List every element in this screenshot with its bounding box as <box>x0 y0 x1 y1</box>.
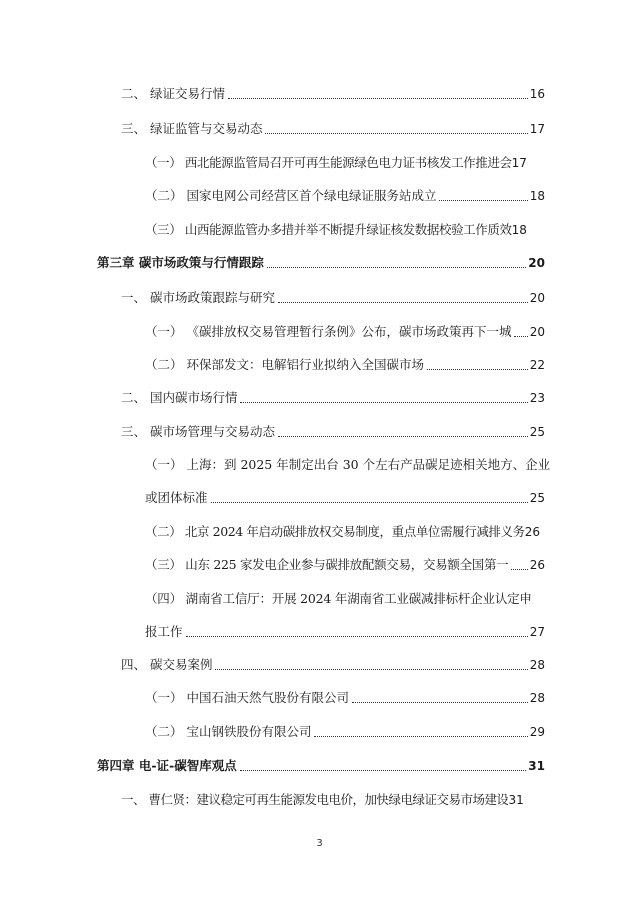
toc-entry-shandong-carbon[interactable] <box>145 557 545 573</box>
toc-entry-green-cert-regulation[interactable] <box>121 121 545 137</box>
toc-leader-dots <box>240 401 527 403</box>
toc-leader-dots <box>267 266 526 268</box>
toc-page-number: 16 <box>529 87 545 101</box>
toc-entry-title: 报工作 <box>145 624 183 639</box>
toc-entry-carbon-regulation-published[interactable] <box>145 324 545 340</box>
toc-entry-carbon-policy[interactable] <box>121 290 545 306</box>
toc-page-number: 25 <box>529 491 545 505</box>
toc-entry-title: 二、 国内碳市场行情 <box>121 390 238 405</box>
toc-page-number: 31 <box>508 793 524 807</box>
toc-entry-domestic-carbon-market[interactable] <box>121 390 545 406</box>
toc-entry-petrochina[interactable] <box>145 690 545 706</box>
toc-page-number: 25 <box>529 425 545 439</box>
page-number: 3 <box>316 838 323 849</box>
toc-entry-title: 二、 绿证交易行情 <box>121 86 225 101</box>
toc-entry-title: （二） 环保部发文：电解铝行业拟纳入全国碳市场 <box>145 357 424 372</box>
toc-entry-shanxi-energy[interactable] <box>145 222 545 238</box>
toc-leader-dots <box>352 701 528 703</box>
toc-entry-northwest-energy[interactable] <box>145 155 545 171</box>
toc-page-number: 27 <box>529 625 545 639</box>
toc-entry-title: （二） 国家电网公司经营区首个绿电绿证服务站成立 <box>145 188 437 203</box>
toc-chapter-title: 第三章 碳市场政策与行情跟踪 <box>97 255 264 270</box>
toc-entry-carbon-cases[interactable] <box>121 657 545 673</box>
toc-entry-carbon-management[interactable] <box>121 424 545 440</box>
toc-page-number: 26 <box>529 558 545 572</box>
toc-entry-cao-renxian[interactable] <box>121 792 545 808</box>
toc-leader-dots <box>314 735 527 737</box>
toc-entry-title: 三、 绿证监管与交易动态 <box>121 121 263 136</box>
toc-page-number: 23 <box>529 391 545 405</box>
toc-entry-shanghai-line1[interactable]: （一） 上海：到 2025 年制定出台 30 个左右产品碳足迹相关地方、企业 <box>145 457 551 472</box>
toc-entry-title: （三） 山西能源监管办多措并举不断提升绿证核发数据校验工作质效 <box>145 222 512 237</box>
toc-leader-dots <box>240 769 527 771</box>
toc-page-number: 28 <box>529 658 545 672</box>
toc-page-number: 18 <box>529 189 545 203</box>
toc-leader-dots <box>427 368 528 370</box>
toc-entry-baosteel[interactable] <box>145 724 545 740</box>
toc-page-number: 22 <box>529 358 545 372</box>
toc-page-number: 18 <box>511 223 527 237</box>
toc-page-number: 20 <box>529 291 545 305</box>
toc-entry-hunan-line2[interactable] <box>145 624 545 640</box>
toc-entry-aluminum-carbon-market[interactable] <box>145 357 545 373</box>
toc-chapter-4[interactable] <box>97 758 545 774</box>
toc-entry-title: （二） 北京 2024 年启动碳排放权交易制度，重点单位需履行减排义务 <box>145 524 525 539</box>
toc-leader-dots <box>514 335 527 337</box>
toc-entry-green-cert-market[interactable] <box>121 86 545 102</box>
toc-chapter-3[interactable] <box>97 255 545 271</box>
toc-page-number: 29 <box>529 725 545 739</box>
toc-leader-dots <box>511 568 527 570</box>
toc-leader-dots <box>278 435 528 437</box>
toc-page-number: 31 <box>528 759 545 773</box>
toc-leader-dots <box>278 301 528 303</box>
toc-page-number: 17 <box>529 122 545 136</box>
toc-entry-title: （二） 宝山钢铁股份有限公司 <box>145 724 312 739</box>
toc-chapter-title: 第四章 电-证-碳智库观点 <box>97 758 237 773</box>
toc-entry-title: 三、 碳市场管理与交易动态 <box>121 424 275 439</box>
toc-entry-state-grid-station[interactable] <box>145 188 545 204</box>
toc-page-number: 28 <box>529 691 545 705</box>
toc-entry-title: 一、 曹仁贤：建议稳定可再生能源发电电价，加快绿电绿证交易市场建设 <box>121 792 509 807</box>
toc-entry-title: （一） 中国石油天然气股份有限公司 <box>145 690 349 705</box>
toc-entry-title: 或团体标准 <box>145 490 208 505</box>
toc-page-number: 26 <box>524 525 541 539</box>
toc-entry-beijing-carbon[interactable] <box>145 524 545 540</box>
toc-entry-title: 四、 碳交易案例 <box>121 657 213 672</box>
toc-leader-dots <box>228 97 528 99</box>
toc-entry-title: 一、 碳市场政策跟踪与研究 <box>121 290 275 305</box>
toc-leader-dots <box>211 501 528 503</box>
toc-leader-dots <box>186 635 528 637</box>
toc-entry-shanghai-line2[interactable] <box>145 490 545 506</box>
toc-page-number: 20 <box>528 256 545 270</box>
toc-entry-title: （一） 《碳排放权交易管理暂行条例》公布，碳市场政策再下一城 <box>145 324 512 339</box>
toc-entry-title: （三） 山东 225 家发电企业参与碳排放配额交易，交易额全国第一 <box>145 557 509 572</box>
toc-page-number: 20 <box>529 325 545 339</box>
toc-entry-title: （一） 西北能源监管局召开可再生能源绿色电力证书核发工作推进会 <box>145 155 512 170</box>
toc-page-number: 17 <box>511 156 527 170</box>
toc-leader-dots <box>439 199 527 201</box>
toc-leader-dots <box>215 668 527 670</box>
toc-entry-hunan-line1[interactable]: （四） 湖南省工信厅：开展 2024 年湖南省工业碳减排标杆企业认定申 <box>145 591 532 606</box>
toc-leader-dots <box>265 132 527 134</box>
